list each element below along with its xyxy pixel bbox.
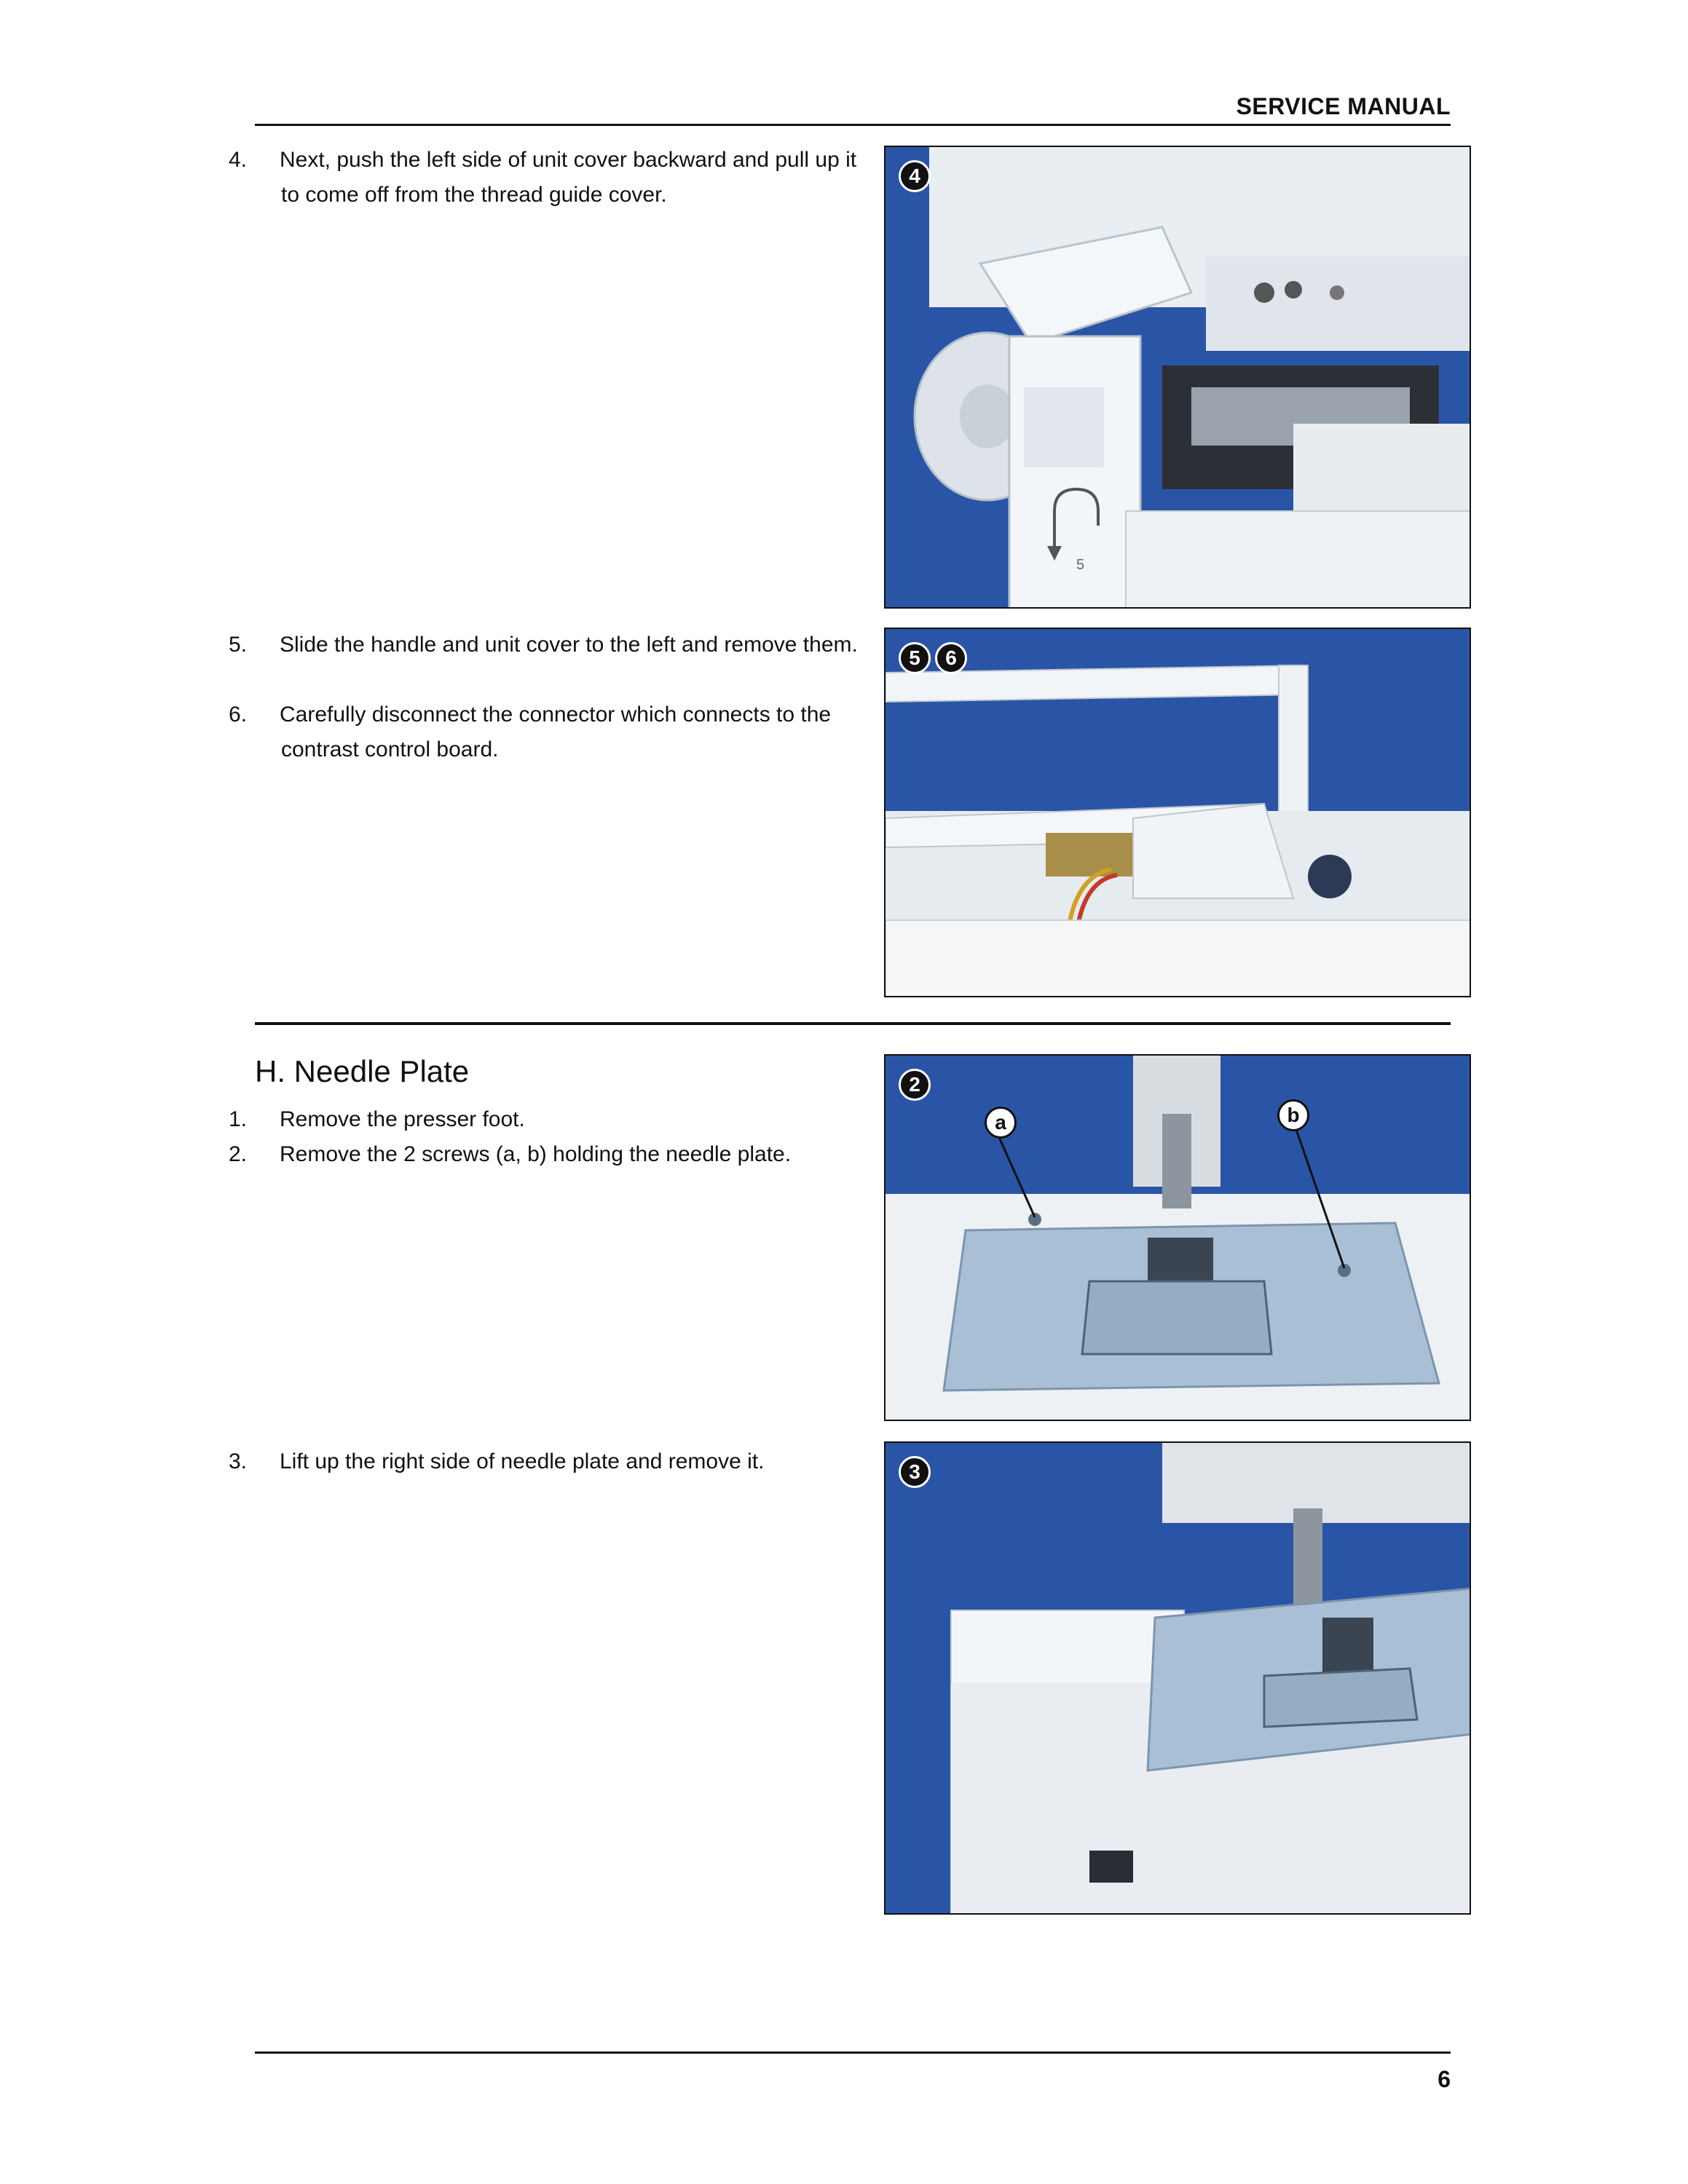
document-header-title: SERVICE MANUAL [1236,93,1451,119]
step-h-2 [229,1137,864,1172]
step-number: 2. [229,1142,248,1166]
step-badge-5: 5 [899,642,931,674]
step-badge-3: 3 [899,1456,931,1488]
photo-step-h-2 [884,1054,1471,1421]
section-title: H. Needle Plate [255,1054,470,1088]
photo-unit-cover-illustration [886,147,1471,609]
section-divider [255,1022,1451,1025]
photo-steps-5-6 [884,628,1471,997]
screw-callout-a: a [985,1107,1017,1139]
step-text: Slide the handle and unit cover to the left and remove them. [280,633,858,657]
step-number: 6. [229,703,248,727]
step-5 [229,628,864,662]
footer-rule [255,2052,1451,2054]
step-number: 5. [229,633,248,657]
step-number: 4. [229,148,248,172]
step-text: Remove the 2 screws (a, b) holding the needle plate. [280,1142,792,1166]
step-text: Carefully disconnect the connector which connects to the contrast control board. [280,703,832,761]
screw-callout-b: b [1277,1099,1309,1131]
step-text: Next, push the left side of unit cover backward and pull up it to come off from the thread guide cover. [280,148,857,207]
step-badge-4: 4 [899,160,931,192]
step-number: 1. [229,1107,248,1131]
step-text: Lift up the right side of needle plate and remove it. [280,1449,765,1473]
photo-handle-removal-illustration [886,629,1471,997]
step-h-3 [229,1444,864,1479]
photo-needle-plate-illustration [886,1056,1471,1421]
photo-lift-needle-plate-illustration [886,1443,1471,1915]
step-h-1 [229,1102,864,1137]
header-rule [255,124,1451,126]
page-number: 6 [1437,2066,1451,2092]
step-badge-6: 6 [935,642,967,674]
step-6 [229,697,864,767]
step-number: 3. [229,1449,248,1473]
step-text: Remove the presser foot. [280,1107,525,1131]
step-badge-2: 2 [899,1069,931,1101]
cover-label: 5 [1076,557,1085,573]
step-4 [229,143,864,213]
photo-step-4 [884,146,1471,609]
photo-step-h-3 [884,1441,1471,1915]
